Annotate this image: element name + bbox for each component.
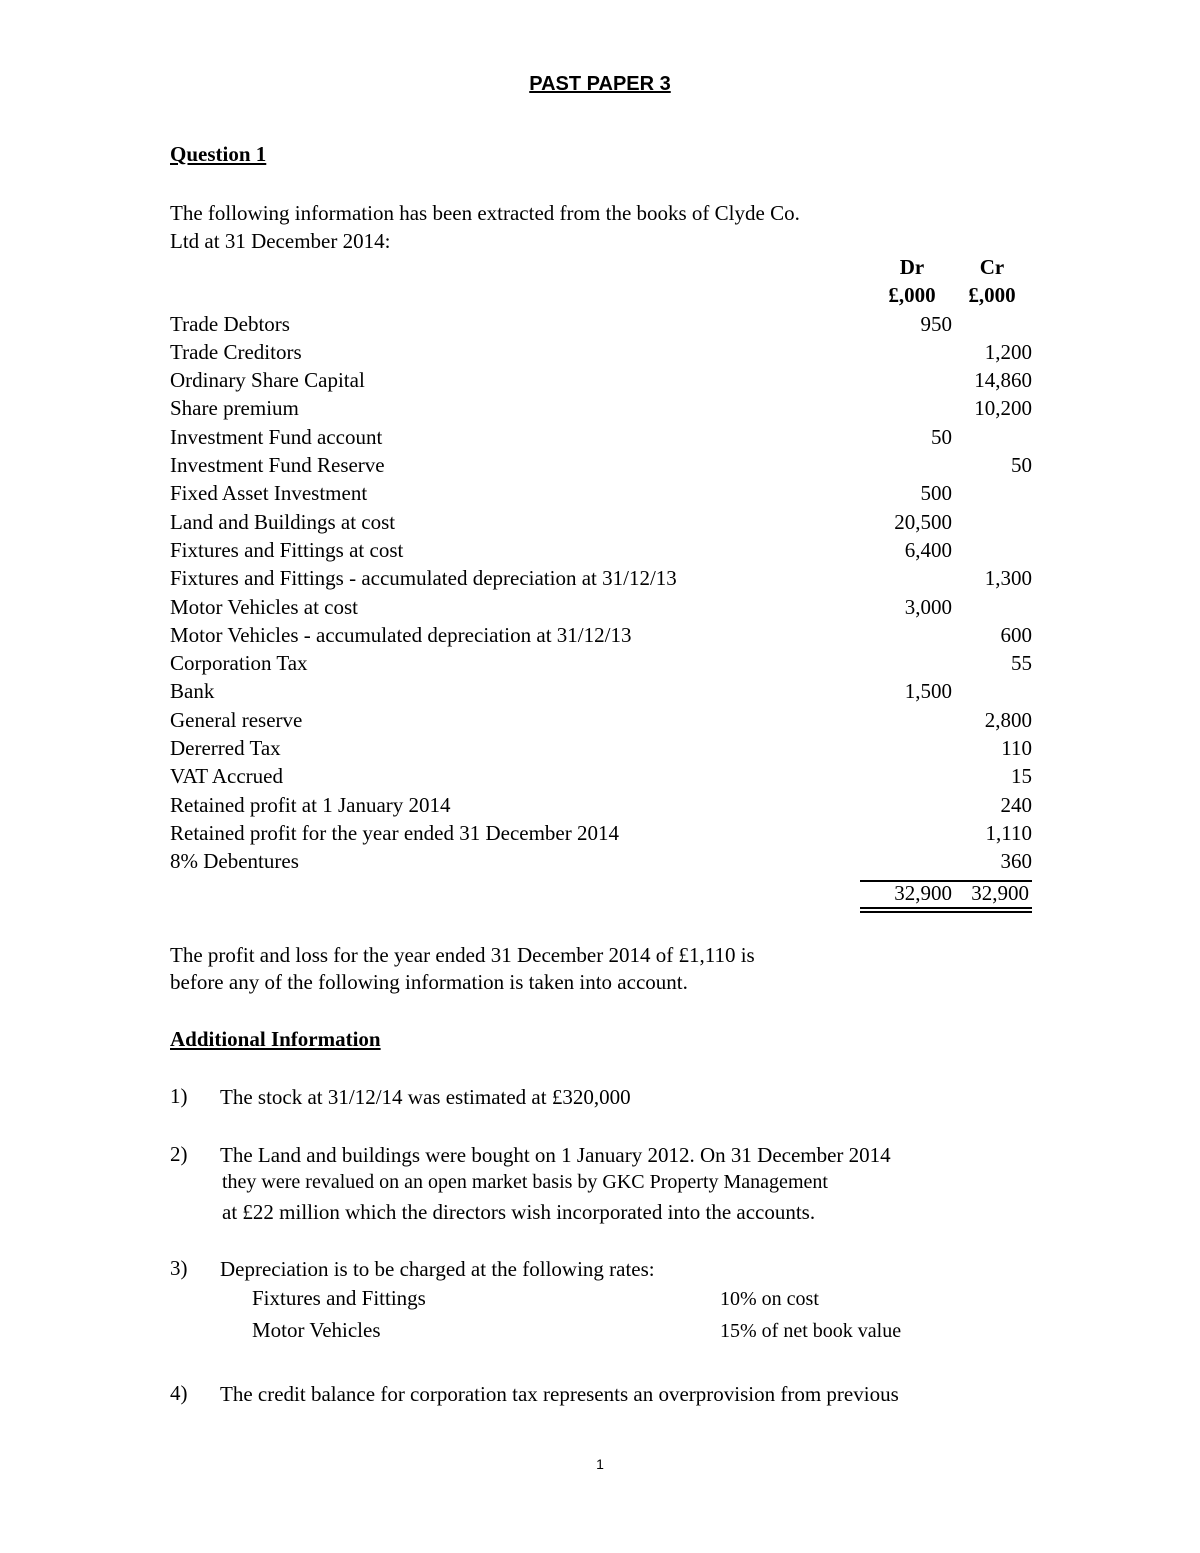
item-2-line-2: they were revalued on an open market basis by GKC Property Management	[222, 1171, 828, 1193]
row-cr-value: 55	[1011, 651, 1032, 676]
profit-note-line-1: The profit and loss for the year ended 31 December 2014 of £1,110 is	[170, 943, 755, 967]
row-cr-value: 1,200	[984, 339, 1032, 364]
row-label: Motor Vehicles at cost	[170, 594, 358, 619]
table-row	[170, 651, 1035, 679]
table-row	[170, 538, 1035, 566]
rate-1-label: Fixtures and Fittings	[252, 1286, 426, 1310]
table-row	[170, 368, 1035, 396]
row-cr-value: 600	[1000, 622, 1032, 647]
additional-info-title: Additional Information	[170, 1027, 381, 1051]
table-totals	[860, 880, 1032, 904]
page-title: PAST PAPER 3	[529, 73, 671, 95]
cr-unit-header: £,000	[968, 283, 1016, 308]
row-cr-value: 10,200	[974, 396, 1032, 421]
row-label: Fixtures and Fittings - accumulated depreciation at 31/12/13	[170, 566, 677, 591]
dr-unit-header: £,000	[888, 283, 936, 308]
table-row	[170, 708, 1035, 736]
item-1-number: 1)	[170, 1084, 188, 1108]
question-title: Question 1	[170, 142, 267, 166]
total-dr: 32,900	[894, 881, 952, 905]
row-label: VAT Accrued	[170, 764, 283, 789]
table-row	[170, 623, 1035, 651]
item-2-number: 2)	[170, 1142, 188, 1166]
item-3-text: Depreciation is to be charged at the following rates:	[220, 1257, 655, 1281]
row-cr-value: 110	[1001, 736, 1032, 761]
row-cr-value: 1,110	[985, 820, 1032, 845]
item-2-line-3: at £22 million which the directors wish incorporated into the accounts.	[222, 1200, 816, 1224]
row-label: Investment Fund account	[170, 424, 383, 449]
rate-2-label: Motor Vehicles	[252, 1318, 381, 1342]
item-4-text: The credit balance for corporation tax represents an overprovision from previous	[220, 1382, 899, 1406]
table-row	[170, 481, 1035, 509]
table-row	[170, 849, 1035, 877]
row-dr-value: 20,500	[894, 509, 952, 534]
total-cr: 32,900	[971, 881, 1029, 905]
row-cr-value: 2,800	[984, 707, 1032, 732]
row-dr-value: 1,500	[904, 679, 952, 704]
row-cr-value: 240	[1000, 792, 1032, 817]
row-label: Ordinary Share Capital	[170, 368, 365, 393]
item-4-number: 4)	[170, 1381, 188, 1405]
table-row	[170, 821, 1035, 849]
table-body	[170, 312, 1035, 878]
row-cr-value: 15	[1011, 764, 1032, 789]
row-cr-value: 360	[1000, 849, 1032, 874]
intro-line-2: Ltd at 31 December 2014:	[170, 229, 391, 253]
row-label: Retained profit for the year ended 31 December 2014	[170, 820, 619, 845]
trial-balance-table	[170, 255, 1035, 878]
row-label: Retained profit at 1 January 2014	[170, 792, 451, 817]
row-dr-value: 6,400	[904, 537, 952, 562]
row-label: General reserve	[170, 707, 303, 732]
dr-column-header: Dr	[899, 255, 925, 279]
row-label: Corporation Tax	[170, 651, 308, 676]
row-label: Trade Debtors	[170, 311, 290, 336]
rate-1-value: 10% on cost	[720, 1288, 819, 1310]
item-1-text: The stock at 31/12/14 was estimated at £320,000	[220, 1085, 631, 1109]
table-row	[170, 510, 1035, 538]
table-row	[170, 396, 1035, 424]
table-header-row	[170, 255, 1035, 283]
row-label: Share premium	[170, 396, 299, 421]
row-label: Investment Fund Reserve	[170, 453, 385, 478]
intro-line-1: The following information has been extracted from the books of Clyde Co.	[170, 201, 800, 225]
table-row	[170, 736, 1035, 764]
table-row	[170, 679, 1035, 707]
row-dr-value: 50	[931, 424, 952, 449]
cr-column-header: Cr	[979, 255, 1005, 279]
row-cr-value: 1,300	[984, 566, 1032, 591]
row-label: Fixtures and Fittings at cost	[170, 537, 404, 562]
row-dr-value: 3,000	[904, 594, 952, 619]
item-2-line-1: The Land and buildings were bought on 1 January 2012. On 31 December 2014	[220, 1143, 891, 1167]
row-dr-value: 950	[920, 311, 952, 336]
row-label: Trade Creditors	[170, 339, 302, 364]
total-double-rule-1	[860, 907, 1032, 909]
table-row	[170, 793, 1035, 821]
table-row	[170, 425, 1035, 453]
row-cr-value: 50	[1011, 453, 1032, 478]
table-row	[170, 764, 1035, 792]
row-label: 8% Debentures	[170, 849, 299, 874]
table-unit-row	[170, 283, 1035, 311]
row-cr-value: 14,860	[974, 368, 1032, 393]
rate-2-value: 15% of net book value	[720, 1320, 902, 1342]
row-label: Dererred Tax	[170, 736, 281, 761]
item-3-number: 3)	[170, 1256, 188, 1280]
table-row	[170, 595, 1035, 623]
row-label: Bank	[170, 679, 215, 704]
table-row	[170, 566, 1035, 594]
table-row	[170, 453, 1035, 481]
row-label: Land and Buildings at cost	[170, 509, 396, 534]
total-double-rule-2	[860, 911, 1032, 913]
row-dr-value: 500	[920, 481, 952, 506]
table-row	[170, 312, 1035, 340]
profit-note-line-2: before any of the following information is taken into account.	[170, 970, 688, 994]
page-number: 1	[596, 1456, 604, 1472]
row-label: Fixed Asset Investment	[170, 481, 368, 506]
row-label: Motor Vehicles - accumulated depreciation at 31/12/13	[170, 622, 632, 647]
table-row	[170, 340, 1035, 368]
